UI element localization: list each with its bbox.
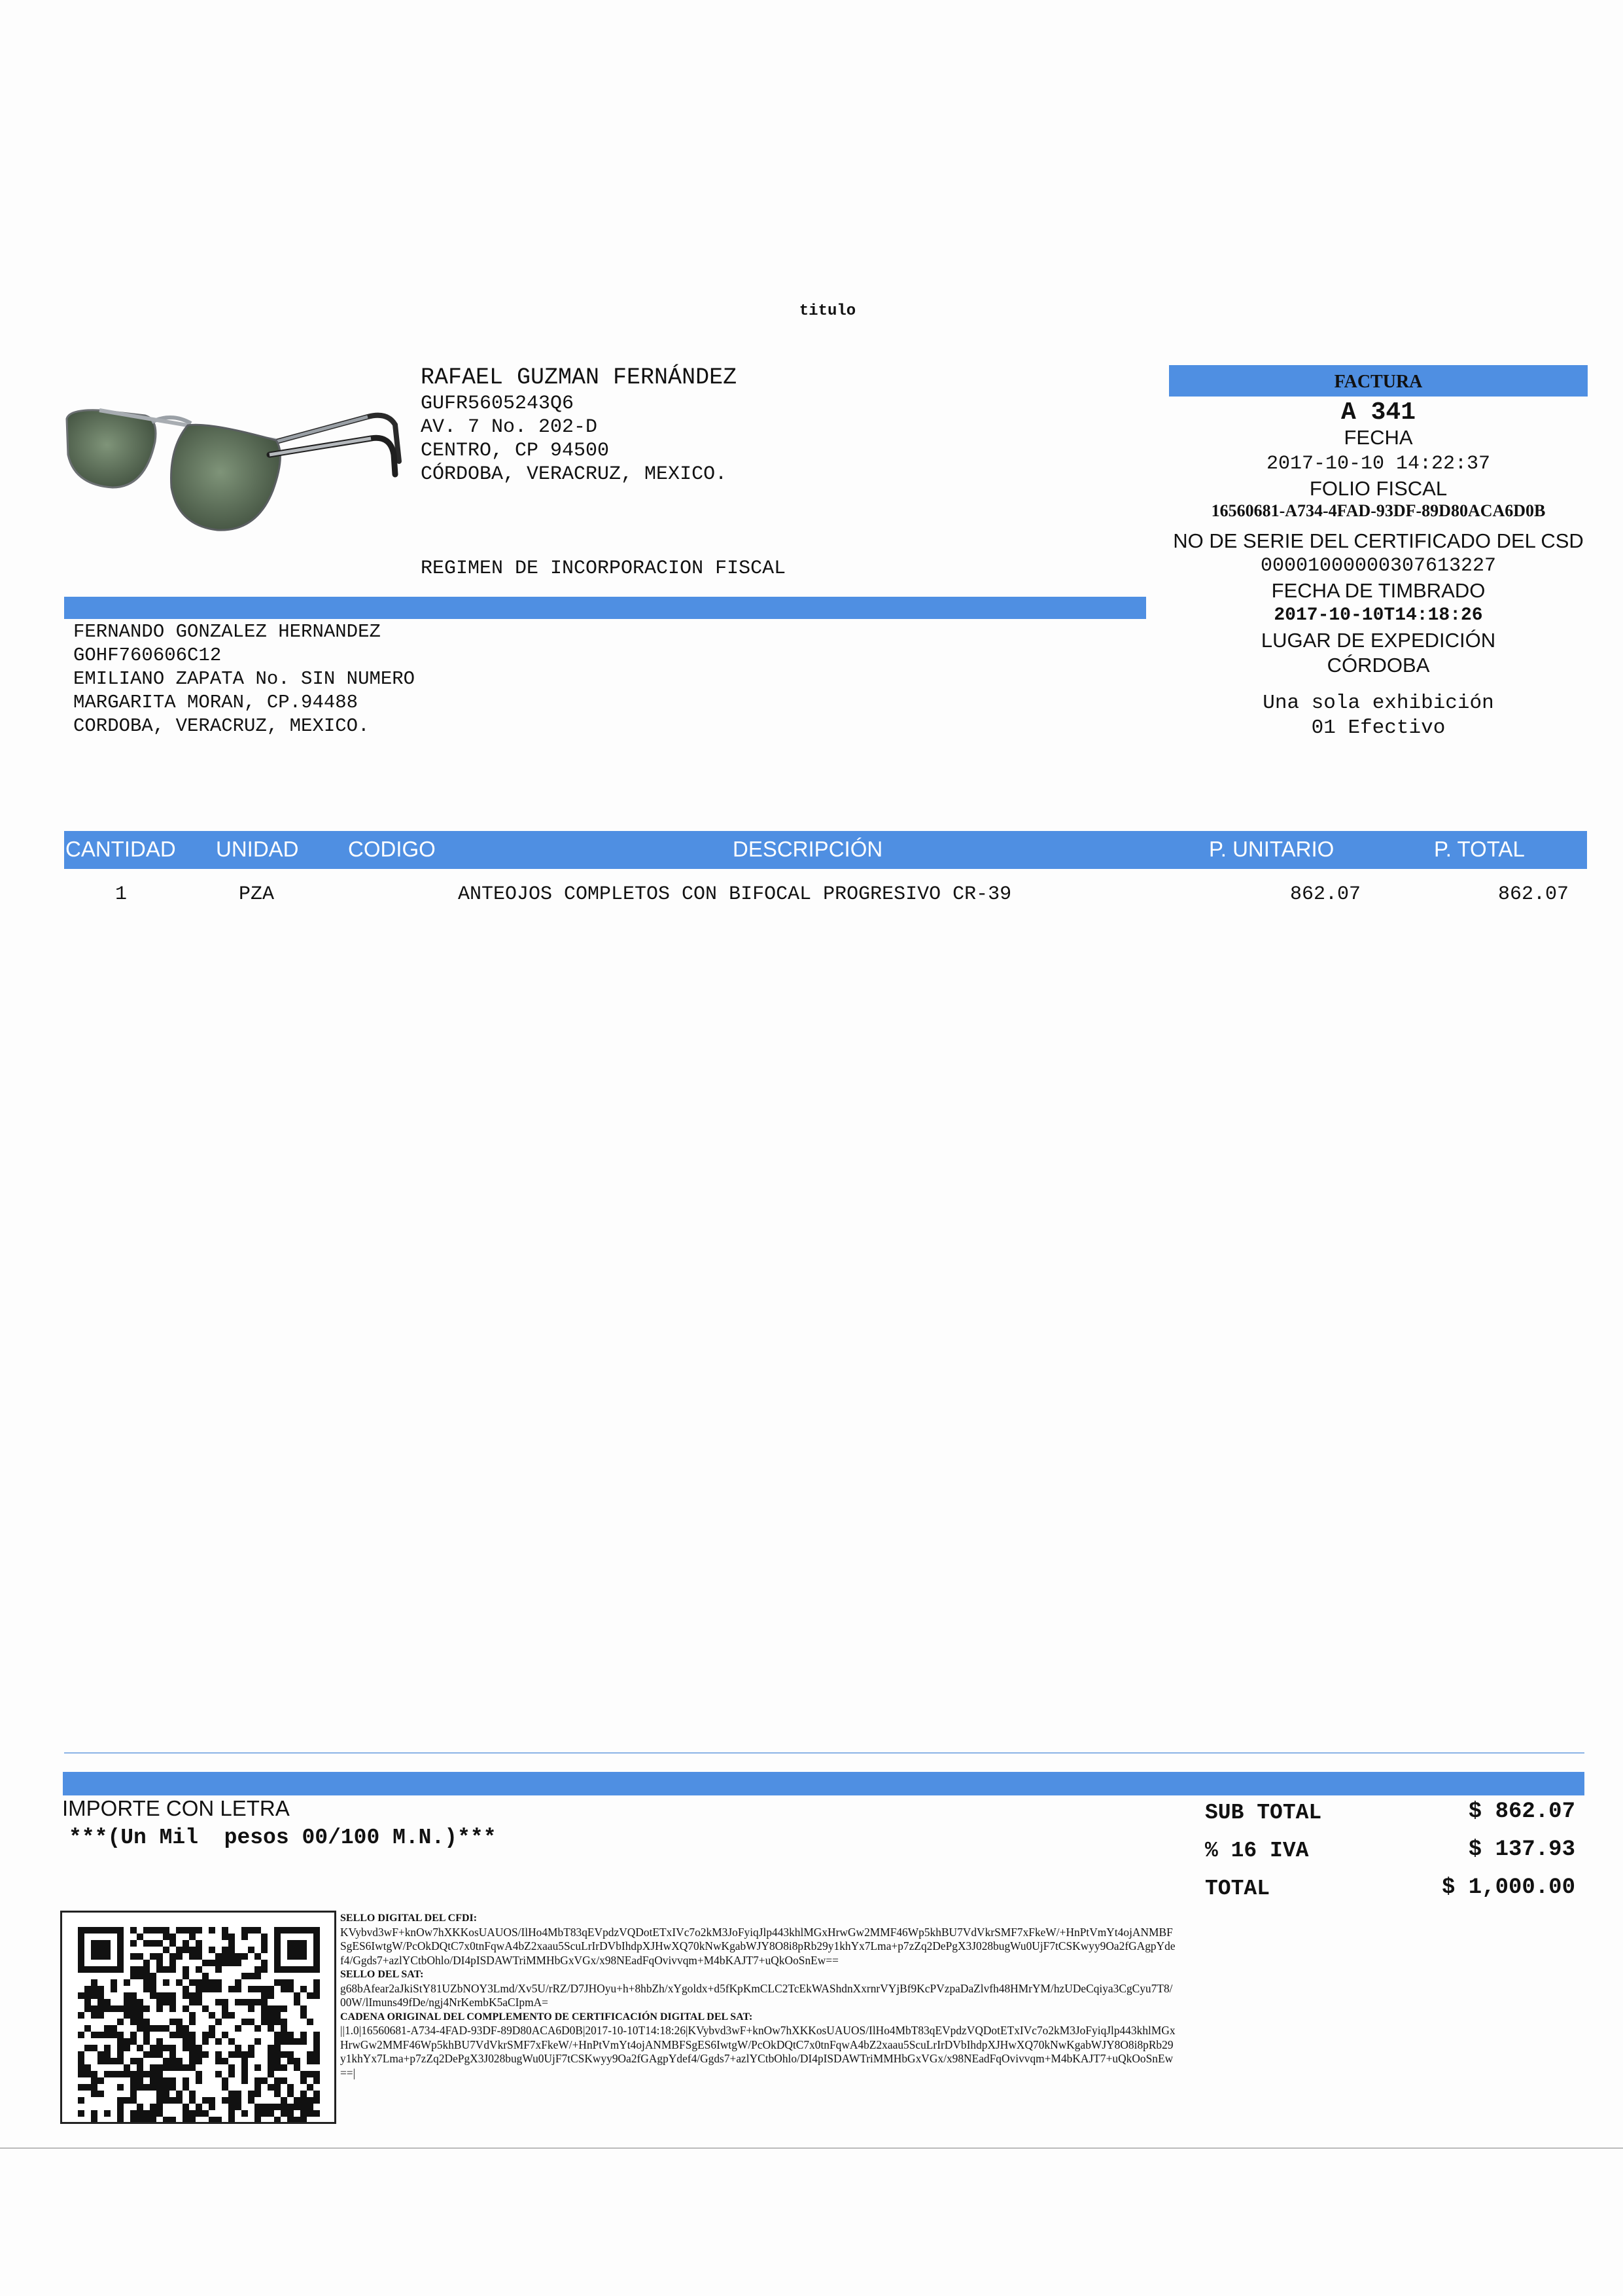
- invoice-panel: [1169, 400, 1588, 741]
- col-p-total: P. TOTAL: [1434, 837, 1525, 861]
- qr-code-icon: [78, 1927, 320, 2123]
- total-value: $ 1,000.00: [1441, 1875, 1575, 1900]
- col-codigo: CODIGO: [348, 837, 436, 861]
- emitter-block: [421, 363, 737, 486]
- emitter-address-3: CÓRDOBA, VERACRUZ, MEXICO.: [421, 463, 727, 486]
- amount-words-value: ***(Un Mil pesos 00/100 M.N.)***: [69, 1826, 497, 1850]
- timbrado-date: 2017-10-10T14:18:26: [1274, 605, 1483, 626]
- document-title: titulo: [799, 302, 856, 320]
- row-cantidad: 1: [115, 883, 128, 906]
- iva-value: $ 137.93: [1468, 1837, 1575, 1862]
- cfdi-stamp-label: SELLO DIGITAL DEL CFDI:: [340, 1913, 478, 1924]
- footer-divider-line: [64, 1752, 1584, 1754]
- iva-label: % 16 IVA: [1205, 1839, 1309, 1863]
- timbrado-label: FECHA DE TIMBRADO: [1271, 579, 1486, 602]
- row-descripcion: ANTEOJOS COMPLETOS CON BIFOCAL PROGRESIVO CR-39: [458, 883, 1012, 906]
- subtotal-value: $ 862.07: [1468, 1799, 1575, 1824]
- date-label: FECHA: [1344, 426, 1413, 449]
- col-cantidad: CANTIDAD: [65, 837, 176, 861]
- sat-stamp: g68bAfear2aJkiStY81UZbNOY3Lmd/Xv5U/rRZ/D7JHOyu+h+8hbZh/xYgoldx+d5fKpKmCLC2TcEkWAShdnXxrnrVYjBf9KcPVzpaDaZlvfh48HMrYM/hzUDeCqiya3CgCyu7T8/00W/lImuns49fDe/ngj4NrKembK5aCIpmA=: [340, 1981, 1173, 2009]
- receiver-block: [73, 620, 415, 738]
- col-unidad: UNIDAD: [216, 837, 299, 861]
- receiver-address-1: EMILIANO ZAPATA No. SIN NUMERO: [73, 668, 415, 690]
- csd-label: NO DE SERIE DEL CERTIFICADO DEL CSD: [1173, 529, 1584, 552]
- emitter-address-2: CENTRO, CP 94500: [421, 440, 610, 462]
- page-bottom-edge: [0, 2147, 1623, 2149]
- col-descripcion: DESCRIPCIÓN: [733, 837, 883, 861]
- digital-stamps: [340, 1911, 1176, 2115]
- csd-number: 00001000000307613227: [1260, 555, 1497, 577]
- cfdi-stamp: KVybvd3wF+knOw7hXKKosUAUOS/IlHo4MbT83qEVpdzVQDotETxIVc7o2kM3JoFyiqJlp443khlMGxHrwGw2MMF46Wp5khBU7VdVkrSMF7xFkeW/+HnPtVmYt4ojANMBFSgES6IwtgW/PcOkDQtC7x0tnFqwA4bZ2xaau5ScuLrIrDVbIhdpXJHwXQ70kNwKgabWJY8O8i8pRb29y1khYx7Lma+p7zZq2DePgX3J028bugWu0UjF7tCSKwyy9Oa2fGAgpYdef4/Ggds7+azlYCtbOhlo/DI4pISDAWTriMMHbGxVGx/x98NEadFqOvivvqm+M4bKAJT7+uQkOoSnEw==: [340, 1925, 1176, 1967]
- folio-label: FOLIO FISCAL: [1309, 477, 1448, 500]
- lugar-value: CÓRDOBA: [1327, 654, 1430, 677]
- folio-fiscal: 16560681-A734-4FAD-93DF-89D80ACA6D0B: [1211, 501, 1546, 520]
- payment-form: Una sola exhibición: [1263, 692, 1494, 715]
- emitter-rfc: GUFR5605243Q6: [421, 393, 574, 415]
- invoice-date: 2017-10-10 14:22:37: [1266, 453, 1491, 475]
- sunglasses-image: [60, 357, 407, 566]
- fiscal-regime: REGIMEN DE INCORPORACION FISCAL: [421, 557, 786, 580]
- emitter-name: RAFAEL GUZMAN FERNÁNDEZ: [421, 364, 737, 391]
- subtotal-label: SUB TOTAL: [1205, 1801, 1322, 1825]
- receiver-address-2: MARGARITA MORAN, CP.94488: [73, 692, 358, 713]
- payment-method: 01 Efectivo: [1311, 716, 1446, 739]
- emitter-address-1: AV. 7 No. 202-D: [421, 416, 598, 438]
- sat-stamp-label: SELLO DEL SAT:: [340, 1969, 424, 1980]
- chain-label: CADENA ORIGINAL DEL COMPLEMENTO DE CERTIFICACIÓN DIGITAL DEL SAT:: [340, 2011, 753, 2022]
- invoice-label: FACTURA: [1334, 372, 1423, 392]
- row-total: 862.07: [1498, 883, 1569, 906]
- row-unitario: 862.07: [1290, 883, 1361, 906]
- original-chain: ||1.0|16560681-A734-4FAD-93DF-89D80ACA6D0B|2017-10-10T14:18:26|KVybvd3wF+knOw7hXKKosUAUOS/IlHo4MbT83qEVpdzVQDotETxIVc7o2kM3JoFyiqJlp443khlMGxHrwGw2MMF46Wp5khBU7VdVkrSMF7xFkeW/+HnPtVmYt4ojANMBFSgES6IwtgW/PcOkDQtC7x0tnFqwA4bZ2xaau5ScuLrIrDVbIhdpXJHwXQ70kNwKgabWJY8O8i8pRb29y1khYx7Lma+p7zZq2DePgX3J028bugWu0UjF7tCSKwyy9Oa2fGAgpYdef4/Ggds7+azlYCtbOhlo/DI4pISDAWTriMMHbGxVGx/x98NEadFqOvivvqm+M4bKAJT7+uQkOoSnEw==|: [340, 2024, 1176, 2079]
- qr-code: [60, 1911, 336, 2124]
- total-label: TOTAL: [1205, 1877, 1270, 1901]
- footer-bar: [63, 1772, 1584, 1795]
- invoice-number: A 341: [1340, 398, 1416, 427]
- receiver-name: FERNANDO GONZALEZ HERNANDEZ: [73, 621, 381, 643]
- receiver-rfc: GOHF760606C12: [73, 645, 222, 666]
- row-unidad: PZA: [239, 883, 275, 906]
- col-p-unitario: P. UNITARIO: [1209, 837, 1335, 861]
- lugar-label: LUGAR DE EXPEDICIÓN: [1261, 629, 1496, 652]
- emitter-divider-bar: [64, 597, 1146, 619]
- receiver-address-3: CORDOBA, VERACRUZ, MEXICO.: [73, 715, 370, 737]
- amount-words-label: IMPORTE CON LETRA: [62, 1796, 290, 1820]
